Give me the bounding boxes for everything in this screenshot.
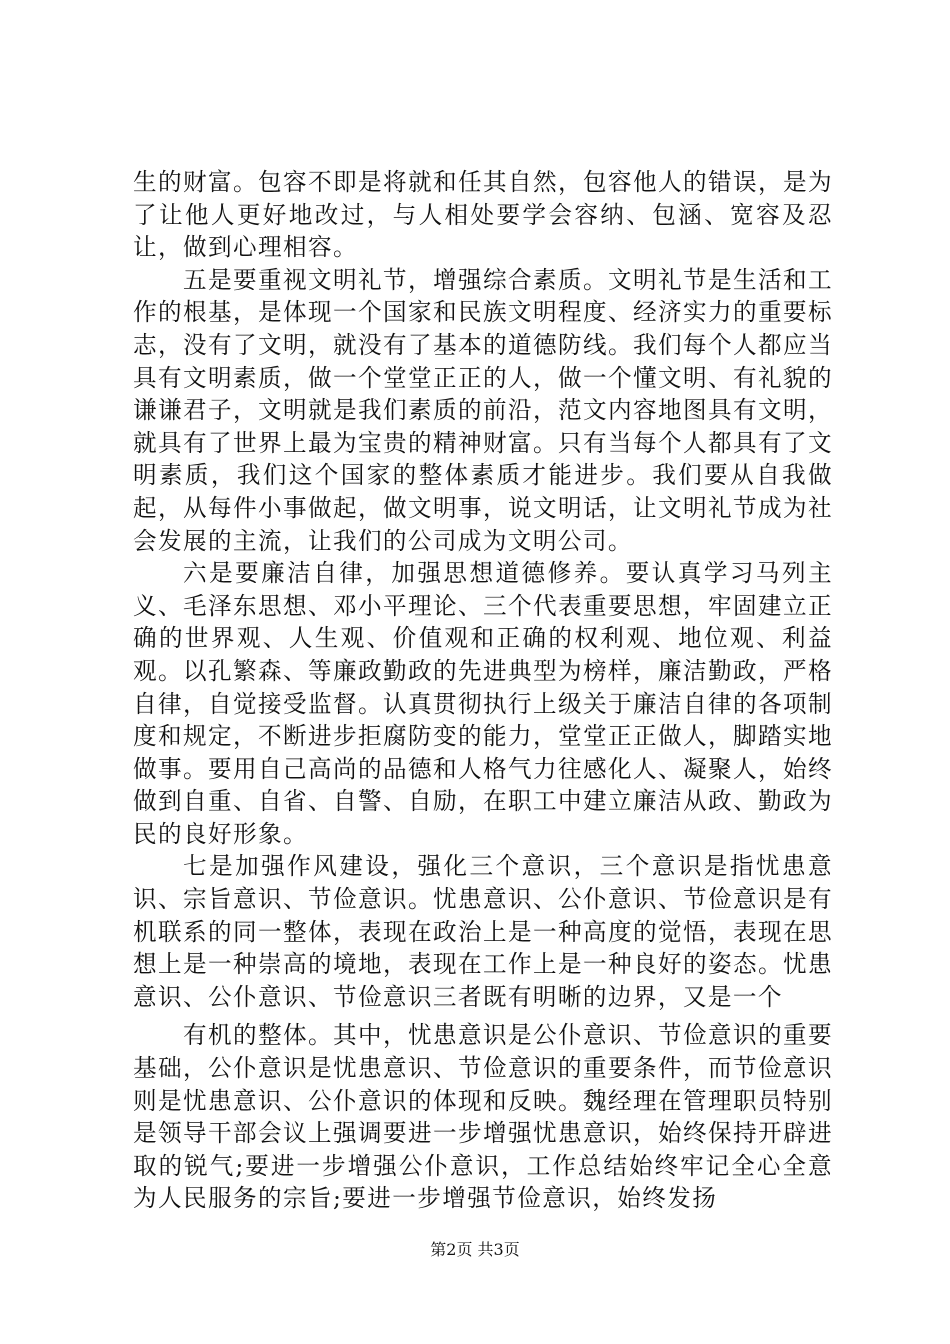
- paragraph-seven: 七是加强作风建设，强化三个意识，三个意识是指忧患意识、宗旨意识、节俭意识。忧患意识、公仆意识、节俭意识是有机联系的同一整体，表现在政治上是一种高度的觉悟，表现在思想上是一种崇高的境地，表现在工作上是一种良好的姿态。忧患意识、公仆意识、节俭意识三者既有明晰的边界，又是一个: [133, 852, 833, 1011]
- paragraph-six: 六是要廉洁自律，加强思想道德修养。要认真学习马列主义、毛泽东思想、邓小平理论、三个代表重要思想，牢固建立正确的世界观、人生观、价值观和正确的权利观、地位观、利益观。以孔繁森、等廉政勤政的先进典型为榜样，廉洁勤政，严格自律，自觉接受监督。认真贯彻执行上级关于廉洁自律的各项制度和规定，不断进步拒腐防变的能力，堂堂正正做人，脚踏实地做事。要用自己高尚的品德和人格气力往感化人、凝聚人，始终做到自重、自省、自警、自励，在职工中建立廉洁从政、勤政为民的良好形象。: [133, 559, 833, 848]
- paragraph-five: 五是要重视文明礼节，增强综合素质。文明礼节是生活和工作的根基，是体现一个国家和民族文明程度、经济实力的重要标志，没有了文明，就没有了基本的道德防线。我们每个人都应当具有文明素质，做一个堂堂正正的人，做一个懂文明、有礼貌的谦谦君子，文明就是我们素质的前沿，范文内容地图具有文明，就具有了世界上最为宝贵的精神财富。只有当每个人都具有了文明素质，我们这个国家的整体素质才能进步。我们要从自我做起，从每件小事做起，做文明事，说文明话，让文明礼节成为社会发展的主流，让我们的公司成为文明公司。: [133, 265, 833, 555]
- document-body: [133, 166, 833, 1215]
- page-number-footer: 第2页 共3页: [430, 1240, 520, 1259]
- paragraph-seven-continued: 有机的整体。其中，忧患意识是公仆意识、节俭意识的重要基础，公仆意识是忧患意识、节俭意识的重要条件，而节俭意识则是忧患意识、公仆意识的体现和反映。魏经理在管理职员特别是领导干部会议上强调要进一步增强忧患意识，始终保持开辟进取的锐气;要进一步增强公仆意识，工作总结始终牢记全心全意为人民服务的宗旨;要进一步增强节俭意识，始终发扬: [133, 1021, 833, 1213]
- paragraph-continuation: 生的财富。包容不即是将就和任其自然，包容他人的错误，是为了让他人更好地改过，与人相处要学会容纳、包涵、宽容及忍让，做到心理相容。: [133, 168, 833, 262]
